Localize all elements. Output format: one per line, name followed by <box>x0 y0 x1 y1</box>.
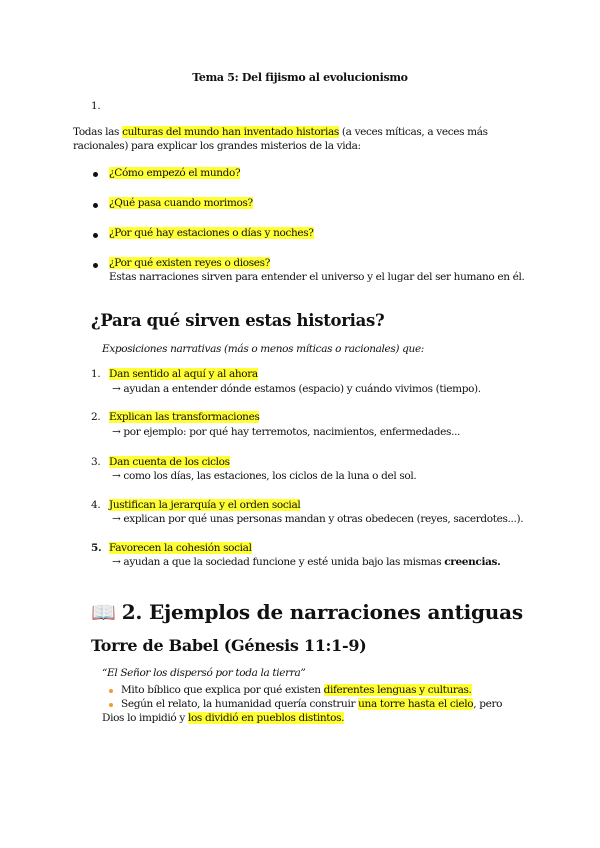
bullet-label: ¿Qué pasa cuando morimos? <box>109 197 253 209</box>
bullet-label: ¿Por qué existen reyes o dioses? <box>109 257 270 269</box>
purpose-item <box>109 367 258 381</box>
purpose-label: Justifican la jerarquía y el orden social <box>109 499 301 511</box>
babel-heading: Torre de Babel (Génesis 11:1-9) <box>91 636 367 655</box>
purpose-number: 2. <box>91 411 101 423</box>
section2-title: 2. Ejemplos de narraciones antiguas <box>121 600 523 624</box>
purpose-note-bold: creencias. <box>444 556 501 568</box>
purpose-label: Dan sentido al aquí y al ahora <box>109 368 258 380</box>
purpose-label: Favorecen la cohesión social <box>109 542 252 554</box>
purpose-note: → explican por qué unas personas mandan y otras obedecen (reyes, sacerdotes...). <box>112 513 524 525</box>
bullet-item <box>109 166 240 180</box>
purpose-note <box>112 555 500 569</box>
purpose-number: 5. <box>91 542 102 554</box>
purpose-note-text: → ayudan a que la sociedad funcione y esté unida bajo las mismas <box>112 556 445 568</box>
purpose-label: Explican las transformaciones <box>109 411 260 423</box>
purpose-label: Dan cuenta de los ciclos <box>109 456 230 468</box>
document-title: Tema 5: Del fijismo al evolucionismo <box>192 71 408 84</box>
bullet-item <box>109 256 270 270</box>
bullets-note: Estas narraciones sirven para entender el universo y el lugar del ser humano en él. <box>109 271 525 283</box>
babel-quote: “El Señor los dispersó por toda la tierra” <box>102 667 306 679</box>
intro-text: Todas las <box>73 126 123 138</box>
babel-item-text: Según el relato, la humanidad quería construir <box>121 698 359 710</box>
purpose-item <box>109 541 252 555</box>
purpose-item <box>109 455 230 469</box>
section2-heading <box>91 600 523 624</box>
purpose-number: 1. <box>91 368 101 380</box>
bullet-label: ¿Cómo empezó el mundo? <box>109 167 241 179</box>
purpose-item <box>109 498 300 512</box>
babel-item-2-cont <box>102 711 344 725</box>
purpose-item <box>109 410 259 424</box>
bullet-dot <box>93 263 98 268</box>
section-number: 1. <box>91 100 101 112</box>
orange-bullet-icon <box>109 689 113 693</box>
babel-item-highlight: una torre hasta el cielo <box>358 698 474 710</box>
babel-item-text-rest: , pero <box>473 698 503 710</box>
purpose-heading: ¿Para qué sirven estas historias? <box>91 311 385 330</box>
bullet-dot <box>93 172 98 177</box>
intro-line-1 <box>73 125 488 139</box>
purpose-note: → ayudan a entender dónde estamos (espacio) y cuándo vivimos (tiempo). <box>112 383 481 395</box>
intro-highlight: culturas del mundo han inventado historias <box>122 126 339 138</box>
purpose-number: 3. <box>91 456 101 468</box>
orange-bullet-icon <box>109 703 113 707</box>
bullet-dot <box>93 233 98 238</box>
purpose-note: → por ejemplo: por qué hay terremotos, nacimientos, enfermedades... <box>112 426 461 438</box>
bullet-item <box>109 226 314 240</box>
babel-item-highlight: diferentes lenguas y culturas. <box>323 684 472 696</box>
purpose-number: 4. <box>91 499 101 511</box>
purpose-subtitle: Exposiciones narrativas (más o menos míticas o racionales) que: <box>102 343 424 355</box>
bullet-label: ¿Por qué hay estaciones o días y noches? <box>109 227 314 239</box>
purpose-note: → como los días, las estaciones, los ciclos de la luna o del sol. <box>112 470 417 482</box>
babel-item-1 <box>121 683 472 697</box>
bullet-item <box>109 196 253 210</box>
book-icon: 📖 <box>91 600 116 624</box>
bullet-dot <box>93 203 98 208</box>
intro-text-rest: (a veces míticas, a veces más <box>338 126 488 138</box>
babel-item-text: Dios lo impidió y <box>102 712 188 724</box>
babel-item-2 <box>121 697 502 711</box>
babel-item-text: Mito bíblico que explica por qué existen <box>121 684 324 696</box>
intro-line-2: racionales) para explicar los grandes misterios de la vida: <box>73 140 361 152</box>
babel-item-highlight: los dividió en pueblos distintos. <box>187 712 345 724</box>
